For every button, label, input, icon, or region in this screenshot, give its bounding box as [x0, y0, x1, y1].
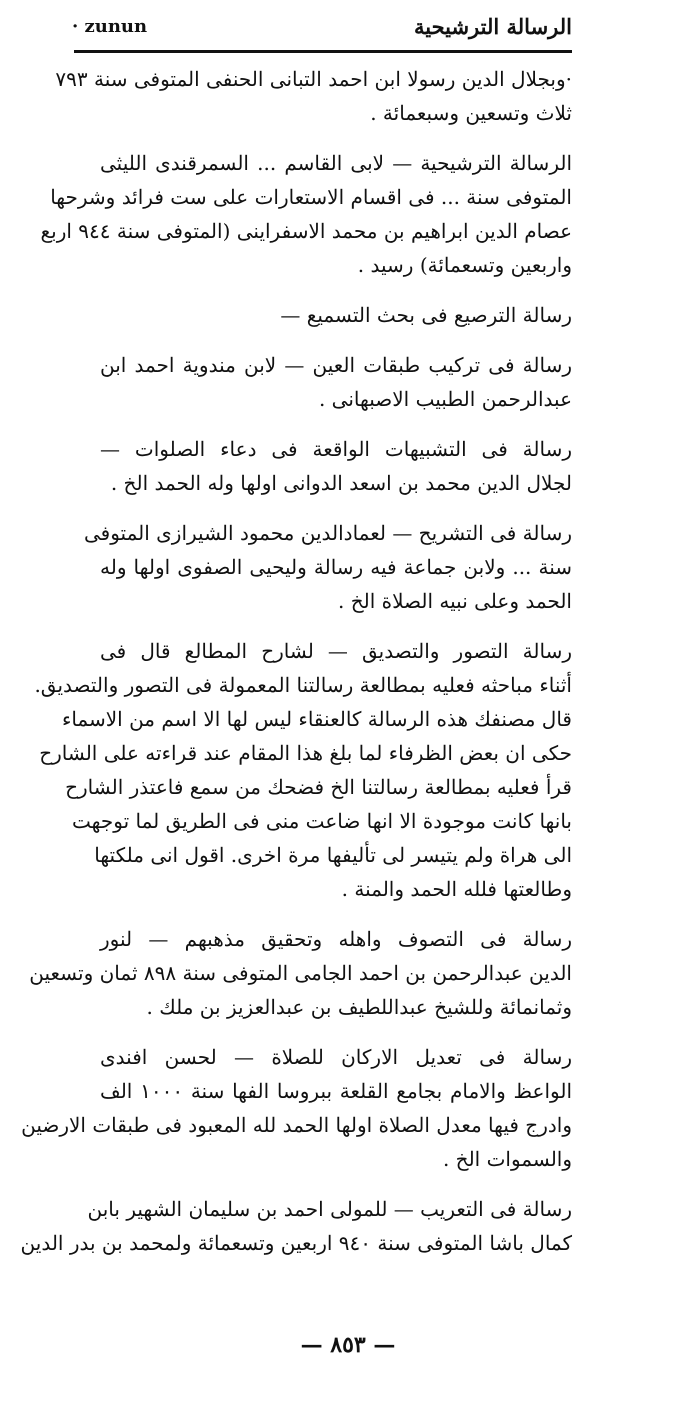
entry-line: والسموات الخ .	[442, 1147, 572, 1171]
entry	[34, 634, 572, 906]
entry	[100, 348, 572, 416]
running-header	[72, 14, 572, 48]
entry-line: الى هراة ولم يتيسر لى تأليفها مرة اخرى. اقول انى ملكتها	[94, 843, 572, 867]
entries-list	[20, 62, 572, 1276]
entry-line: عبدالرحمن الطبيب الاصبهانى .	[318, 387, 572, 411]
entry-line: أثناء مباحثه فعليه بمطالعة رسالتنا المعمولة فى التصور والتصديق.	[34, 673, 572, 697]
entry-line: قرأ فعليه بمطالعة رسالتنا الخ فضحك من سمع فاعتذر الشارح	[65, 775, 572, 799]
entry-line: ثلاث وتسعين وسبعمائة .	[370, 101, 572, 125]
entry-first-line: رسالة فى تعديل الاركان للصلاة — لحسن افندى	[100, 1045, 572, 1069]
entry-first-line: الرسالة الترشيحية — لابى القاسم ... السمرقندى الليثى	[100, 151, 572, 175]
entry-line: حكى ان بعض الظرفاء لما بلغ هذا المقام عند قراءته على الشارح	[39, 741, 572, 765]
entry	[55, 62, 572, 130]
entry-line: وطالعتها فلله الحمد والمنة .	[341, 877, 572, 901]
entry-line: وادرج فيها معدل الصلاة اولها الحمد لله المعبود فى طبقات الارضين	[21, 1113, 572, 1137]
running-header-word: · zunun	[72, 16, 148, 37]
entry-line: الدين عبدالرحمن بن احمد الجامى المتوفى سنة ٨٩٨ ثمان وتسعين	[29, 961, 572, 985]
entry-line: كمال باشا المتوفى سنة ٩٤٠ اربعين وتسعمائة ولمحمد بن بدر الدين	[20, 1231, 572, 1255]
entry-line: المتوفى سنة ... فى اقسام الاستعارات على ست فرائد وشرحها	[50, 185, 572, 209]
entry	[40, 146, 572, 282]
entry	[21, 1040, 572, 1176]
entry	[20, 1192, 572, 1260]
entry	[100, 298, 572, 332]
entry-line: وثمانمائة وللشيخ عبداللطيف بن عبدالعزيز بن ملك .	[146, 995, 572, 1019]
entry-first-line: ·وبجلال الدين رسولا ابن احمد التبانى الحنفى المتوفى سنة ٧٩٣	[55, 67, 572, 91]
entry	[83, 516, 572, 618]
entry	[29, 922, 572, 1024]
entry-line: بانها كانت موجودة الا انها ضاعت منى فى الطريق لما توجهت	[72, 809, 572, 833]
entry-line: سنة ... ولابن جماعة فيه رسالة وليحيى الصفوى اولها وله	[100, 555, 572, 579]
entry-line: واربعين وتسعمائة) رسيد .	[357, 253, 572, 277]
entry-line: قال مصنفك هذه الرسالة كالعنقاء ليس لها الا اسم من الاسماء	[61, 707, 572, 731]
entry	[100, 432, 572, 500]
entry-first-line: رسالة فى التصوف واهله وتحقيق مذهبهم — لنور	[100, 927, 572, 951]
page-number: — ٨٥٣ —	[300, 1332, 396, 1358]
entry-line: لجلال الدين محمد بن اسعد الدوانى اولها وله الحمد الخ .	[110, 471, 572, 495]
entry-first-line: رسالة فى التشريح — لعمادالدين محمود الشيرازى المتوفى	[83, 521, 572, 545]
entry-first-line: رسالة فى التعريب — للمولى احمد بن سليمان الشهير بابن	[87, 1197, 572, 1221]
running-header-title: الرسالة الترشيحية	[413, 14, 572, 39]
entry-first-line: رسالة فى تركيب طبقات العين — لابن مندوية احمد ابن	[100, 353, 572, 377]
entry-first-line: رسالة التصور والتصديق — لشارح المطالع قال فى	[100, 639, 572, 663]
entry-first-line: رسالة الترصيع فى بحث التسميع —	[280, 303, 572, 327]
entry-line: الحمد وعلى نبيه الصلاة الخ .	[338, 589, 572, 613]
entry-line: عصام الدين ابراهيم بن محمد الاسفراينى (المتوفى سنة ٩٤٤ اربع	[40, 219, 572, 243]
entry-line: الواعظ والامام بجامع القلعة ببروسا الفها سنة ١٠٠٠ الف	[100, 1079, 572, 1103]
header-rule	[74, 50, 572, 53]
entry-first-line: رسالة فى التشبيهات الواقعة فى دعاء الصلوات —	[100, 437, 572, 461]
